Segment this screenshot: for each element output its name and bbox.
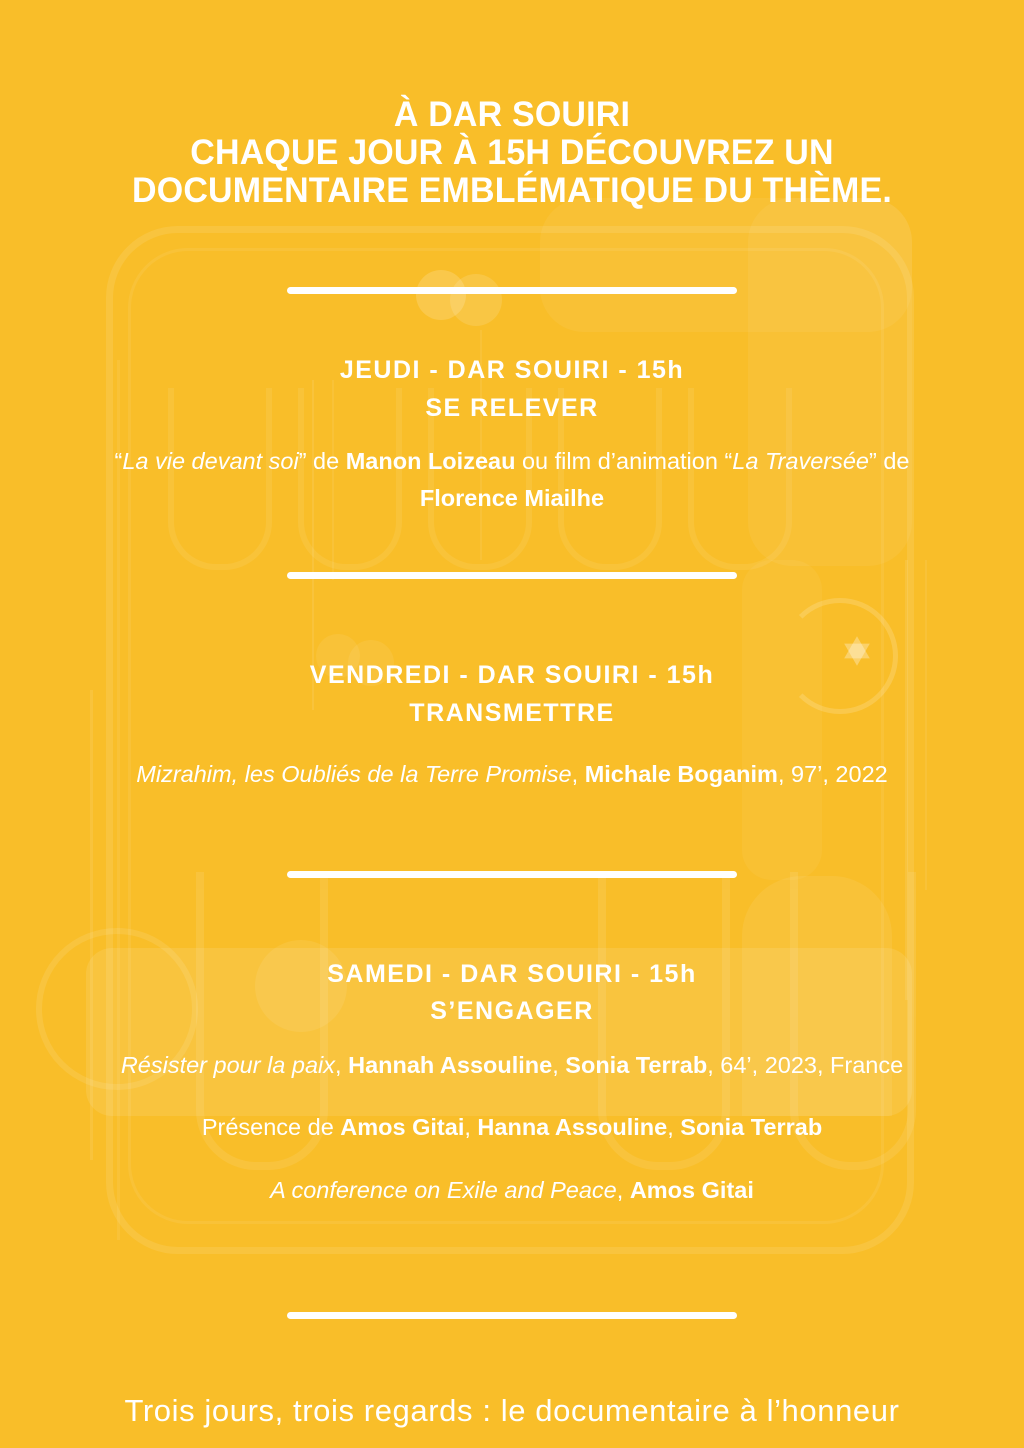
- guests-line: [52, 1109, 972, 1145]
- section-divider: [287, 1312, 737, 1319]
- text-run: ” de: [869, 448, 910, 475]
- footer-tagline: Trois jours, trois regards : le documentaire à l’honneur: [124, 1392, 900, 1428]
- conference-line: [52, 1172, 972, 1208]
- poster-title: [0, 0, 1024, 209]
- text-run: La vie devant soi: [122, 448, 299, 475]
- section-heading-jeudi: [0, 352, 1024, 427]
- section-divider: [287, 871, 737, 878]
- film-description: [52, 1047, 972, 1083]
- heading-day-venue-time: JEUDI - DAR SOUIRI - 15h: [339, 356, 685, 385]
- text-run: ,: [335, 1051, 349, 1078]
- title-line-2: CHAQUE JOUR À 15H DÉCOUVREZ UN: [190, 132, 834, 172]
- text-run: Michale Boganim: [584, 761, 778, 788]
- section-divider: [287, 572, 737, 579]
- text-run: Manon Loizeau: [345, 448, 516, 475]
- text-run: Mizrahim, les Oubliés de la Terre Promise: [136, 761, 572, 788]
- heading-theme: S’ENGAGER: [430, 997, 594, 1026]
- text-run: Sonia Terrab: [680, 1114, 823, 1141]
- title-line-3: DOCUMENTAIRE EMBLÉMATIQUE DU THÈME.: [132, 170, 892, 210]
- text-run: ,: [464, 1114, 478, 1141]
- section-jeudi: [0, 352, 1024, 516]
- text-run: , 97’, 2022: [777, 761, 888, 788]
- text-run: Résister pour la paix: [120, 1051, 336, 1078]
- text-run: ,: [552, 1051, 566, 1078]
- text-run: Florence Miailhe: [419, 484, 605, 511]
- section-divider: [287, 287, 737, 294]
- text-run: ou film d’animation “: [515, 448, 733, 475]
- section-heading-samedi: [0, 956, 1024, 1031]
- text-run: , 64’, 2023, France: [707, 1051, 904, 1078]
- text-run: Hannah Assouline: [348, 1051, 553, 1078]
- text-run: Présence de: [201, 1114, 341, 1141]
- text-run: La Traversée: [732, 448, 869, 475]
- title-line-1: À DAR SOUIRI: [393, 95, 631, 134]
- text-run: A conference on Exile and Peace: [270, 1176, 617, 1203]
- text-run: ,: [571, 761, 585, 788]
- text-run: ” de: [298, 448, 346, 475]
- heading-theme: TRANSMETTRE: [409, 698, 615, 727]
- film-description: [52, 756, 972, 792]
- text-run: Amos Gitai: [340, 1114, 465, 1141]
- section-vendredi: [0, 657, 1024, 792]
- text-run: Hanna Assouline: [477, 1114, 668, 1141]
- section-samedi: [0, 956, 1024, 1208]
- heading-day-venue-time: SAMEDI - DAR SOUIRI - 15h: [327, 959, 697, 988]
- text-run: ,: [667, 1114, 681, 1141]
- text-run: Sonia Terrab: [565, 1051, 708, 1078]
- heading-theme: SE RELEVER: [425, 393, 599, 422]
- film-description: [72, 443, 952, 516]
- text-run: Amos Gitai: [629, 1176, 754, 1203]
- text-run: “: [114, 448, 123, 475]
- text-run: ,: [616, 1176, 630, 1203]
- section-heading-vendredi: [0, 657, 1024, 732]
- heading-day-venue-time: VENDREDI - DAR SOUIRI - 15h: [309, 661, 715, 690]
